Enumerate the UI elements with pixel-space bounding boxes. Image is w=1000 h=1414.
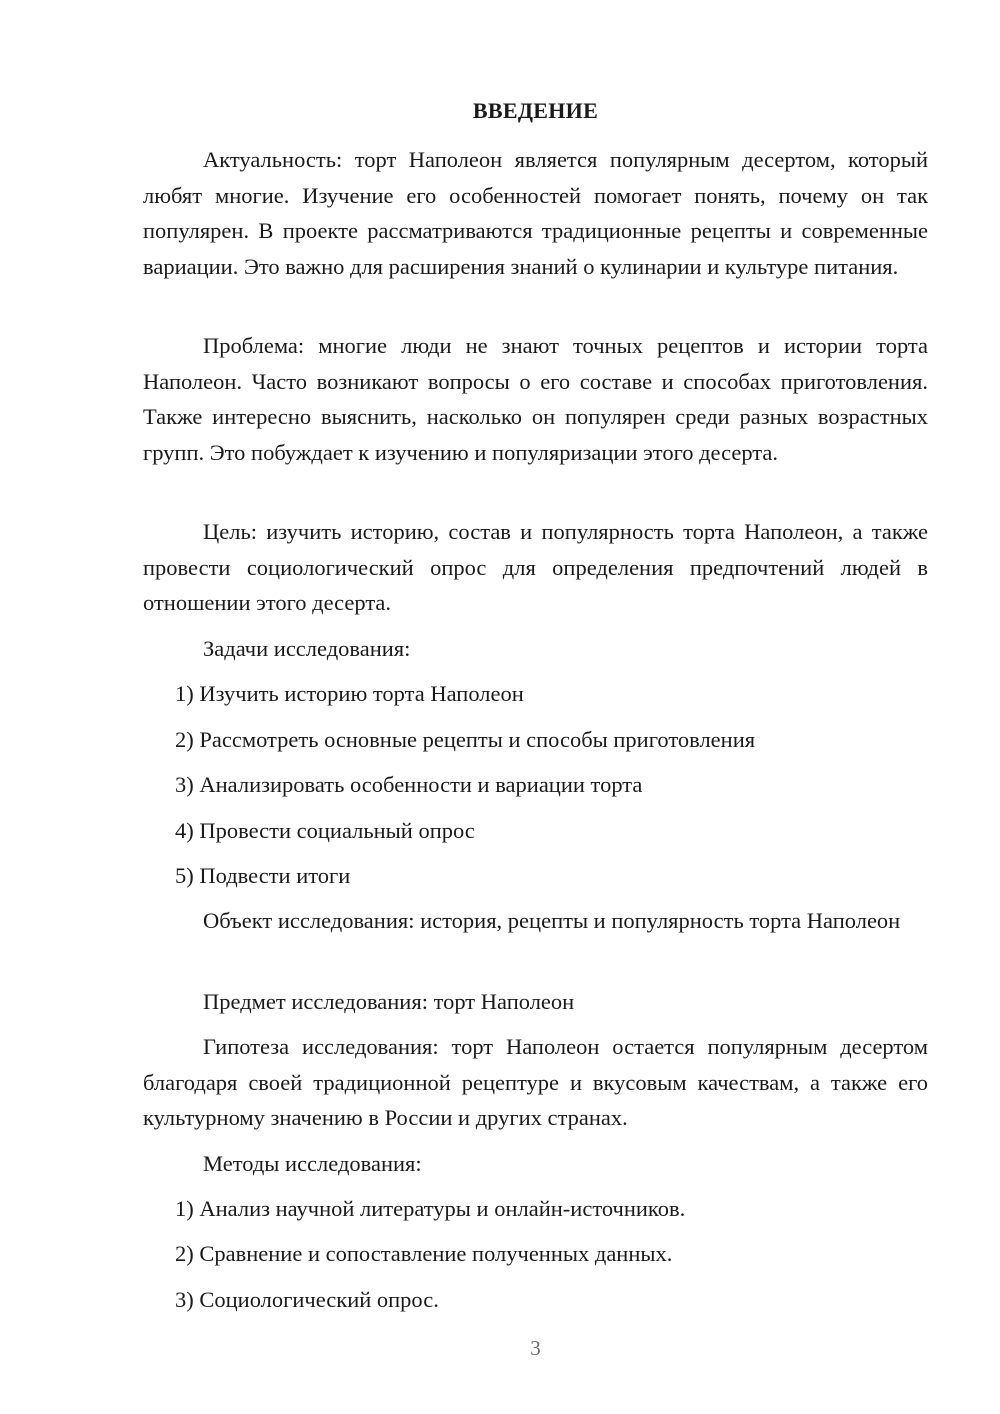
page-title: ВВЕДЕНИЕ	[472, 98, 599, 123]
method-item: 1) Анализ научной литературы и онлайн-источников.	[175, 1196, 686, 1221]
task-item: 5) Подвести итоги	[175, 863, 351, 888]
task-item: 3) Анализировать особенности и вариации торта	[175, 772, 643, 797]
method-item: 3) Социологический опрос.	[175, 1287, 439, 1312]
method-item: 2) Сравнение и сопоставление полученных данных.	[175, 1241, 673, 1266]
tasks-heading: Задачи исследования:	[203, 636, 411, 661]
goal-paragraph: Цель: изучить историю, состав и популярность торта Наполеон, а также провести социологический опрос для определения предпочтений людей в отношении этого десерта.	[143, 519, 928, 615]
problem-paragraph: Проблема: многие люди не знают точных рецептов и истории торта Наполеон. Часто возникают вопросы о его составе и способах приготовления. Также интересно выяснить, насколько он популярен среди разных возрастных групп. Это побуждает к изучению и популяризации этого десерта.	[143, 333, 928, 465]
task-item: 4) Провести социальный опрос	[175, 818, 475, 843]
task-item: 1) Изучить историю торта Наполеон	[175, 681, 524, 706]
methods-heading: Методы исследования:	[203, 1151, 422, 1176]
task-item: 2) Рассмотреть основные рецепты и способы приготовления	[175, 727, 756, 752]
relevance-paragraph: Актуальность: торт Наполеон является популярным десертом, который любят многие. Изучение его особенностей помогает понять, почему он так популярен. В проекте рассматриваются традиционные рецепты и современные вариации. Это важно для расширения знаний о кулинарии и культуре питания.	[143, 147, 928, 279]
object-paragraph: Объект исследования: история, рецепты и популярность торта Наполеон	[203, 908, 901, 933]
page-number: 3	[530, 1336, 541, 1360]
document-page	[143, 0, 928, 1414]
hypothesis-paragraph: Гипотеза исследования: торт Наполеон остается популярным десертом благодаря своей традиционной рецептуре и вкусовым качествам, а также его культурному значению в России и других странах.	[143, 1034, 928, 1130]
subject-line: Предмет исследования: торт Наполеон	[203, 989, 575, 1014]
